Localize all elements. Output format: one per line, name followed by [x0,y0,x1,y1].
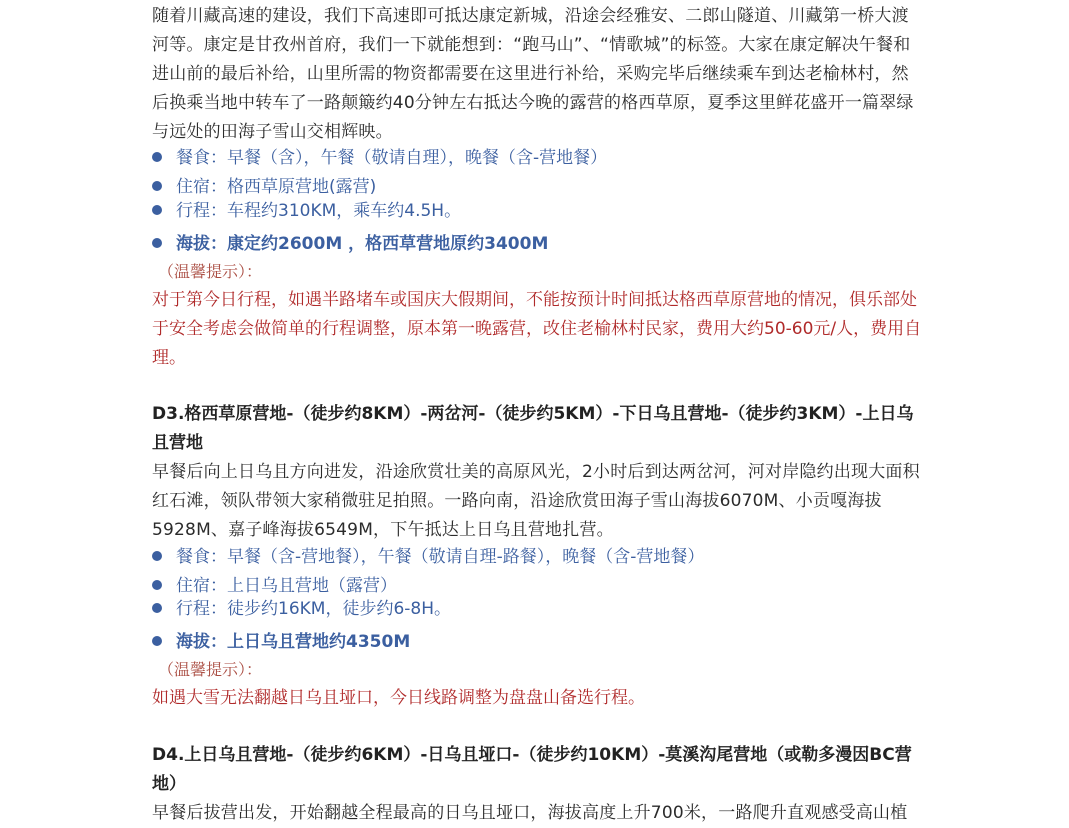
day2-lodging-item [152,175,376,199]
day2-tip-label: （温馨提示）： [158,262,263,281]
day2-meals-text: 餐食：早餐（含），午餐（敬请自理），晚餐（含-营地餐） [176,148,608,168]
day2-altitude-text: 海拔：康定约2600M ，格西草营地原约3400M [176,234,549,254]
day3-route-item [152,597,451,621]
bullet-dot-icon [152,603,162,613]
bullet-dot-icon [152,636,162,646]
day4-paragraph: 早餐后拔营出发，开始翻越全程最高的日乌且垭口，海拔高度上升700米，一路爬升直观感受高山植 [152,803,908,823]
day3-meals-item [152,545,704,569]
day3-route-text: 行程：徒步约16KM，徒步约6-8H。 [176,599,451,619]
bullet-dot-icon [152,205,162,215]
day2-route-text: 行程：车程约310KM，乘车约4.5H。 [176,201,462,221]
day2-paragraph: 随着川藏高速的建设，我们下高速即可抵达康定新城，沿途会经雅安、二郎山隧道、川藏第一桥大渡河等。康定是甘孜州首府，我们一下就能想到：“跑马山”、“情歌城”的标签。大家在康定解决午餐和进山前的最后补给，山里所需的物资都需要在这里进行补给，采购完毕后继续乘车到达老榆林村，然后换乘当地中转车了一路颠簸约40分钟左右抵达今晚的露营的格西草原，夏季这里鲜花盛开一篇翠绿与远处的田海子雪山交相辉映。 [152,6,914,142]
bullet-dot-icon [152,152,162,162]
bullet-dot-icon [152,580,162,590]
day2-route-item [152,199,461,223]
bullet-dot-icon [152,551,162,561]
day3-heading: D3.格西草原营地-（徒步约8KM）-两岔河-（徒步约5KM）-下日乌且营地-（徒步约3KM）-上日乌且营地 [152,404,914,453]
day3-paragraph: 早餐后向上日乌且方向进发，沿途欣赏壮美的高原风光，2小时后到达两岔河，河对岸隐约出现大面积红石滩，领队带领大家稍微驻足拍照。一路向南，沿途欣赏田海子雪山海拔6070M、小贡嘎海拔5928M、嘉子峰海拔6549M，下午抵达上日乌且营地扎营。 [152,462,920,540]
day3-altitude-item [152,630,410,654]
day2-altitude-item [152,232,548,256]
day4-heading: D4.上日乌且营地-（徒步约6KM）-日乌且垭口-（徒步约10KM）-莫溪沟尾营地（或勒多漫因BC营地） [152,745,912,794]
day3-lodging-item [152,574,397,598]
day3-altitude-text: 海拔：上日乌且营地约4350M [176,632,411,652]
day3-tip-label: （温馨提示）： [158,660,263,679]
bullet-dot-icon [152,181,162,191]
day3-lodging-text: 住宿：上日乌且营地（露营） [176,576,397,596]
day3-tip-text: 如遇大雪无法翻越日乌且垭口，今日线路调整为盘盘山备选行程。 [152,688,645,708]
day2-tip-text: 对于第今日行程，如遇半路堵车或国庆大假期间，不能按预计时间抵达格西草原营地的情况，俱乐部处于安全考虑会做简单的行程调整，原本第一晚露营，改住老榆林村民家，费用大约50-60元/人，费用自理。 [152,290,922,368]
day2-meals-item [152,146,607,170]
day2-lodging-text: 住宿：格西草原营地(露营) [176,177,377,197]
day3-meals-text: 餐食：早餐（含-营地餐），午餐（敬请自理-路餐），晚餐（含-营地餐） [176,547,705,567]
bullet-dot-icon [152,238,162,248]
